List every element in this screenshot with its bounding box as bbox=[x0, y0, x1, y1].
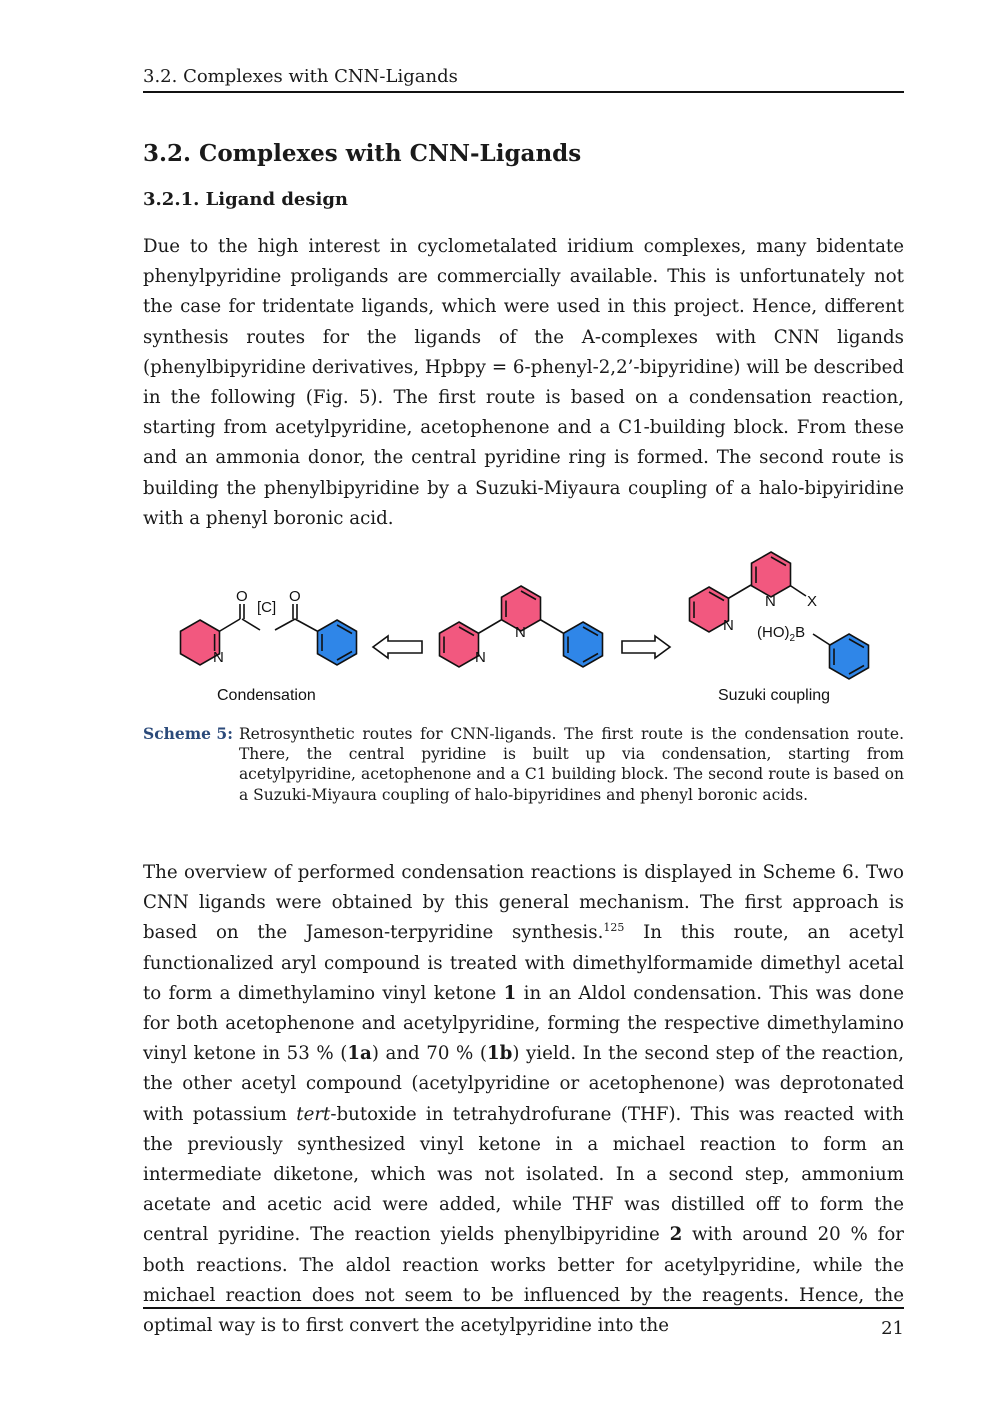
compound-1a: 1a bbox=[347, 1043, 372, 1065]
footer-rule bbox=[143, 1307, 904, 1309]
pyridine-ring bbox=[752, 552, 791, 597]
atom-o: O bbox=[289, 588, 301, 605]
benzene-ring bbox=[318, 620, 357, 665]
retro-arrow-left bbox=[373, 636, 422, 658]
citation-ref: 125 bbox=[603, 921, 625, 935]
page-number: 21 bbox=[881, 1318, 904, 1339]
compound-1: 1 bbox=[503, 982, 517, 1004]
c1-block: [C] bbox=[257, 599, 277, 616]
benzene-ring bbox=[564, 622, 603, 667]
atom-x: X bbox=[807, 593, 818, 610]
label-suzuki-coupling: Suzuki coupling bbox=[718, 687, 831, 704]
label-condensation: Condensation bbox=[217, 687, 316, 704]
atom-n: N bbox=[475, 649, 486, 666]
running-header: 3.2. Complexes with CNN-Ligands bbox=[143, 66, 904, 93]
atom-n: N bbox=[765, 593, 776, 610]
pyridine-ring bbox=[440, 622, 479, 667]
boronic-acid-label: $(HO)_2B$ bbox=[757, 624, 806, 644]
atom-n: N bbox=[723, 617, 734, 634]
compound-2: 2 bbox=[669, 1224, 683, 1246]
subsection-title: 3.2.1. Ligand design bbox=[143, 189, 349, 210]
atom-n: N bbox=[213, 649, 224, 666]
paragraph-condensation-overview: The overview of performed condensation reactions is displayed in Scheme 6. Two CNN ligands were obtained by this general mechanism. The first approach is based on the Jameson-terpyridine synthesis.$^{125}$ In this route, an acetyl functionalized aryl compound is treated with dimethylformamide dimethyl acetal to form a dimethylamino vinyl ketone 1 in an Aldol condensation. This was done for both acetophenone and acetylpyridine, forming the respective dimethylamino vinyl ketone in 53 % (1a) and 70 % (1b) yield. In the second step of the reaction, the other acetyl compound (acetylpyridine or acetophenone) was deprotonated with potassium tert-butoxide in tetrahydrofurane (THF). This was reacted with the previously synthesized vinyl ketone in a michael reaction to form an intermediate diketone, which was not isolated. In a second step, ammonium acetate and acetic acid were added, while THF was distilled off to form the central pyridine. The reaction yields phenylbipyridine 2 with around 20 % for both reactions. The aldol reaction works better for acetylpyridine, while the michael reaction does not seem to be influenced by the reagents. Hence, the optimal way is to first convert the acetylpyridine into the bbox=[143, 862, 904, 1337]
atom-o: O bbox=[236, 588, 248, 605]
paragraph-ligand-design: Due to the high interest in cyclometalated iridium complexes, many bidentate phenylpyridine proligands are commercially available. This is unfortunately not the case for tridentate ligands, which were used in this project. Hence, different synthesis routes for the ligands of the A-complexes with CNN ligands (phenylbipyridine derivatives, Hpbpy = 6-phenyl-2,2’-bipyridine) will be described in the following (Fig. 5). The first route is based on a condensation reaction, starting from acetylpyridine, acetophenone and a C1-building block. From these and an ammonia donor, the central pyridine ring is formed. The second route is building the phenylbipyridine by a Suzuki-Miyaura coupling of a halo-bipyiridine with a phenyl boronic acid. bbox=[143, 236, 904, 529]
scheme-caption bbox=[143, 724, 904, 805]
caption-label: Scheme 5: bbox=[143, 724, 233, 743]
caption-text: Retrosynthetic routes for CNN-ligands. The first route is the condensation route. There, the central pyridine is built up via condensation, starting from acetylpyridine, acetophenone and a C1 building block. The second route is based on a Suzuki-Miyaura coupling of halo-bipyridines and phenyl boronic acids. bbox=[238, 725, 904, 804]
atom-n: N bbox=[515, 624, 526, 641]
scheme-retrosynthesis bbox=[160, 540, 890, 715]
compound-1b: 1b bbox=[486, 1043, 513, 1065]
benzene-ring bbox=[830, 634, 869, 679]
retro-arrow-right bbox=[622, 636, 670, 658]
section-title: 3.2. Complexes with CNN-Ligands bbox=[143, 140, 582, 167]
